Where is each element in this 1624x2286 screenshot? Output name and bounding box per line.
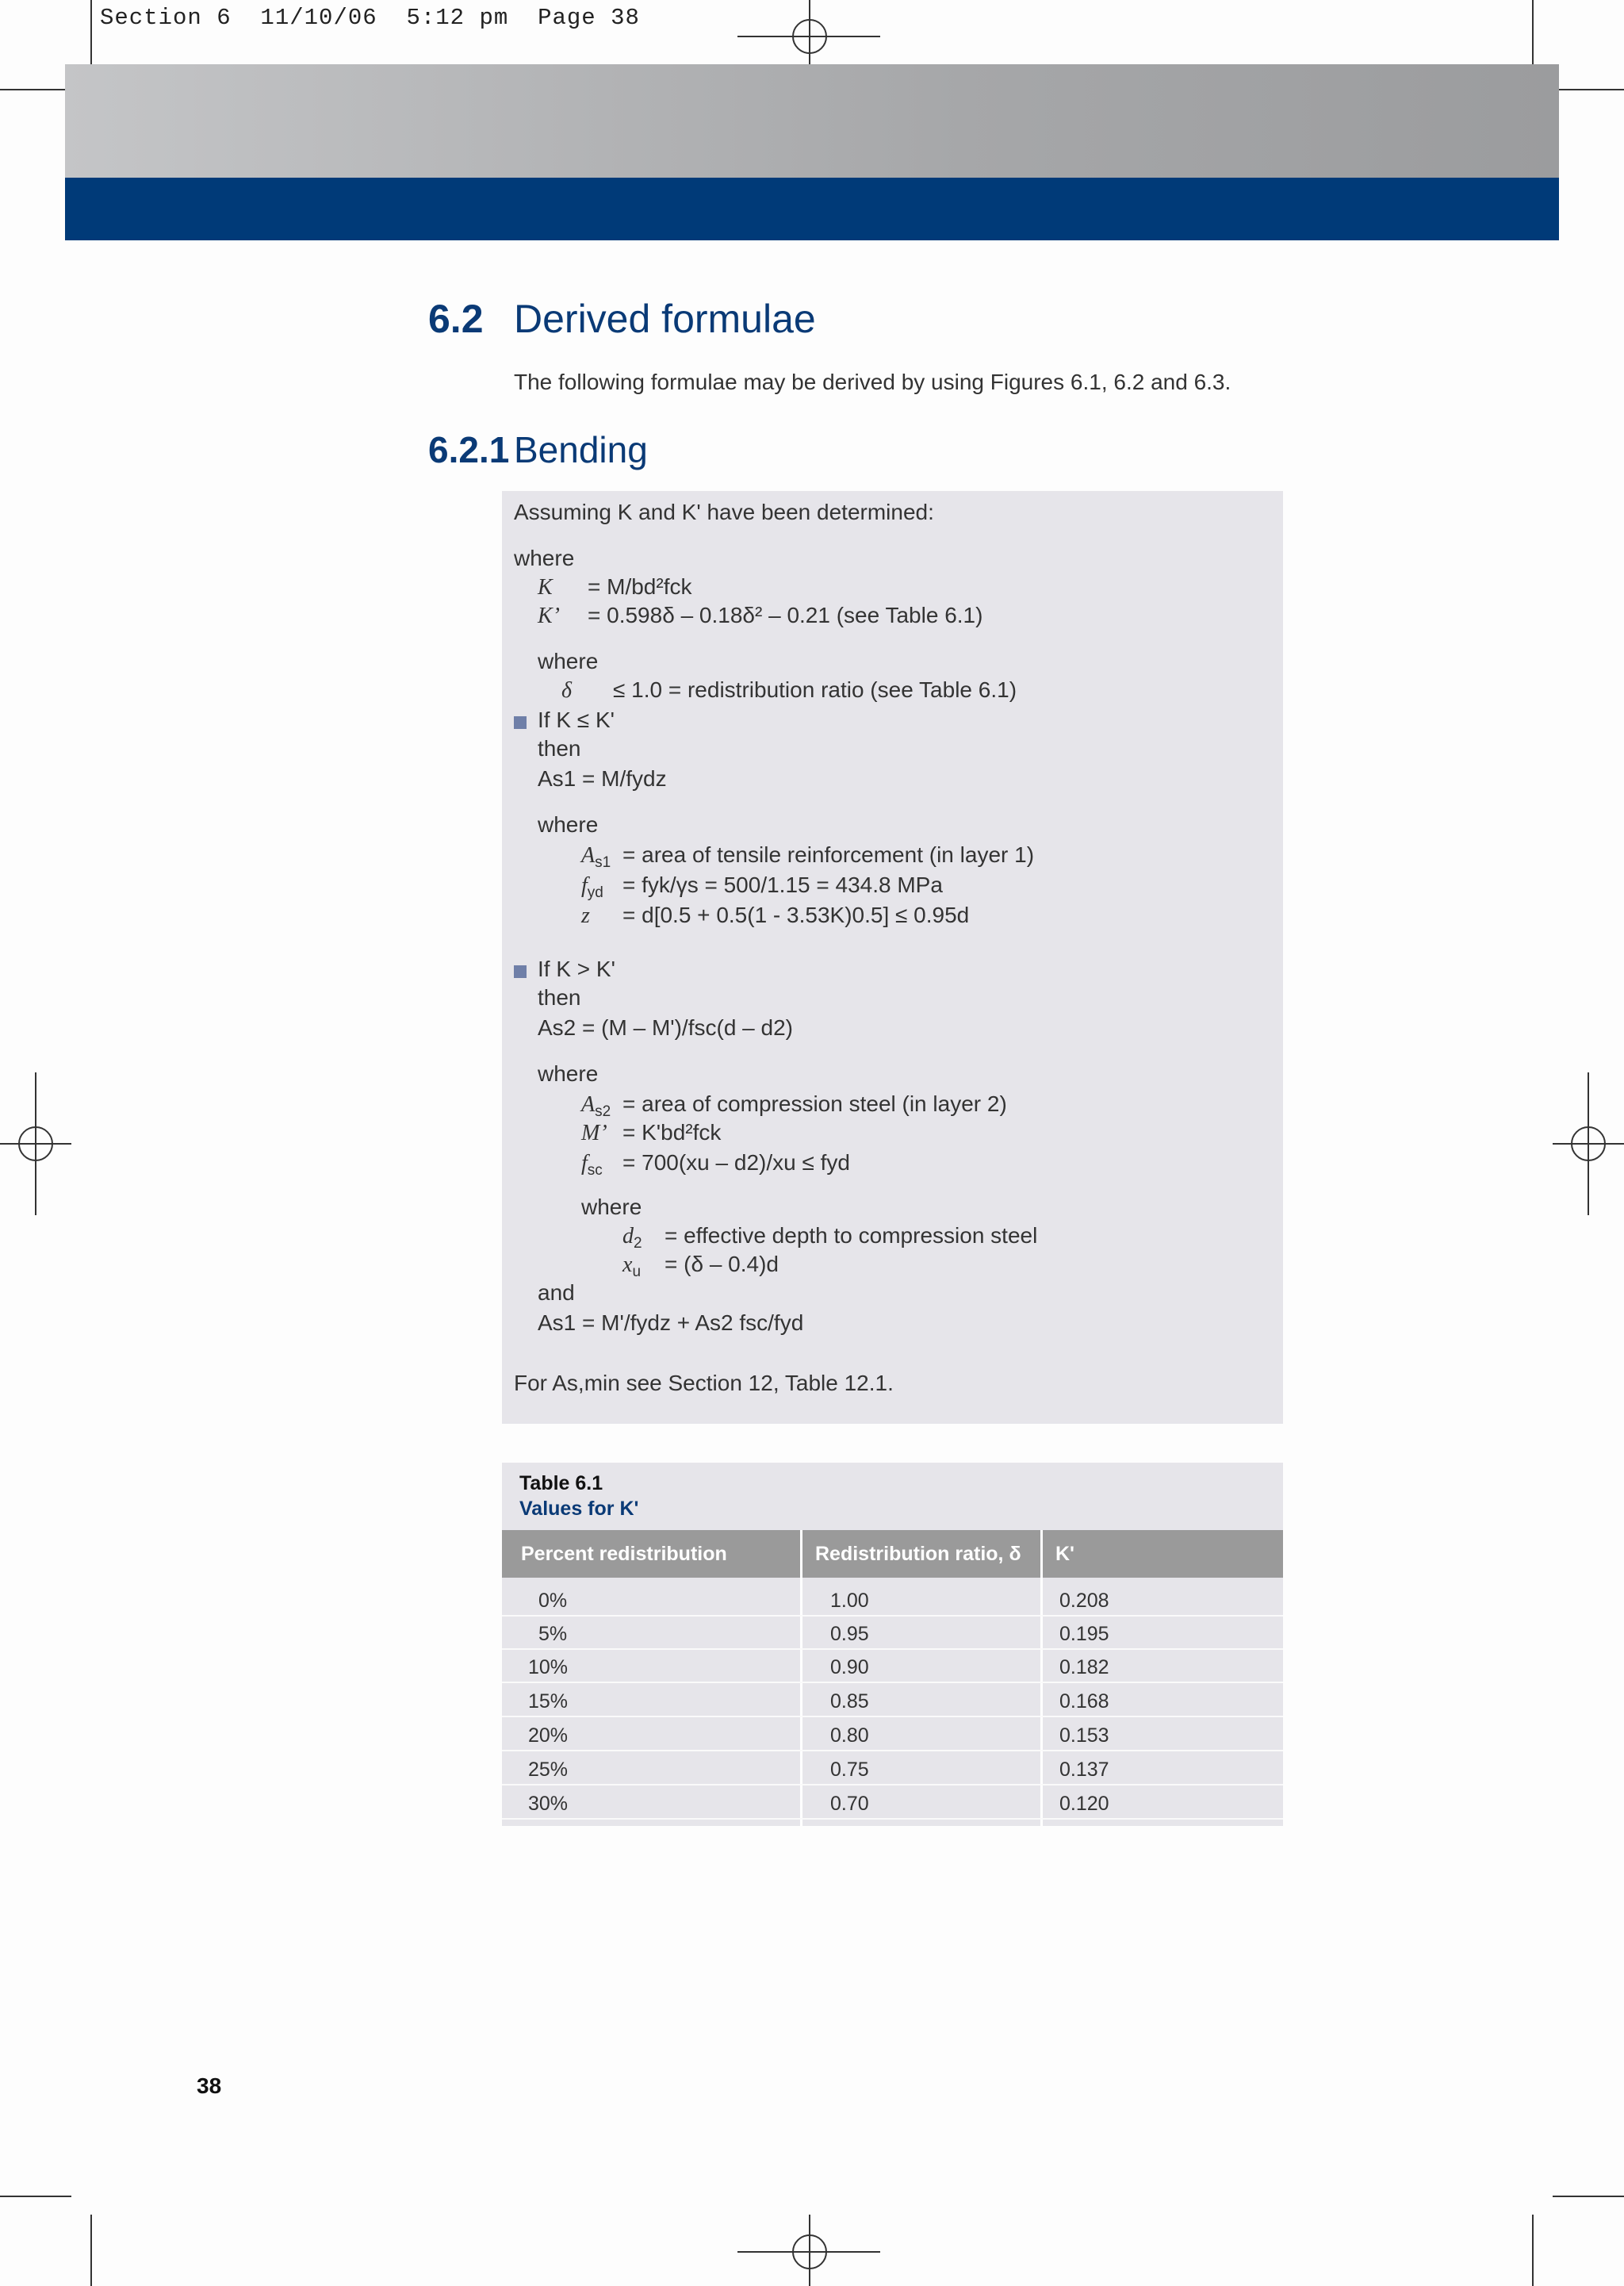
where-label: where [538, 649, 599, 673]
crop-mark [0, 89, 71, 90]
symbol-k-prime: K’ [538, 604, 560, 628]
crop-mark [90, 0, 92, 71]
fsc-definition: = 700(xu – d2)/xu ≤ fyd [622, 1150, 850, 1175]
case2-as1-formula: As1 = M'/fydz + As2 fsc/fyd [538, 1310, 804, 1335]
registration-mark-icon [792, 19, 827, 54]
table-cell: 0.153 [1059, 1724, 1109, 1747]
subsection-number: 6.2.1 [428, 429, 510, 470]
column-header: Percent redistribution [521, 1543, 727, 1565]
registration-mark-icon [1571, 1126, 1606, 1161]
header-banner-blue [65, 178, 1559, 240]
symbol-d2: $d_2$ [622, 1224, 642, 1252]
k-definition: = M/bd²fck [588, 574, 692, 599]
then-label: then [538, 985, 581, 1010]
symbol-xu: $x_u$ [622, 1252, 642, 1280]
table-cell: 0.137 [1059, 1759, 1109, 1781]
section-number: 6.2 [428, 297, 484, 341]
case2-condition: If K > K' [538, 957, 615, 981]
table-cell: 0.195 [1059, 1623, 1109, 1645]
delta-definition: ≤ 1.0 = redistribution ratio (see Table 6.1) [613, 677, 1017, 702]
table-row [502, 1788, 1283, 1820]
table-cell: 30% [528, 1793, 569, 1815]
where-label: where [538, 1061, 599, 1086]
d2-definition: = effective depth to compression steel [665, 1223, 1038, 1248]
table-cell: 0.95 [830, 1623, 869, 1645]
table-cell: 0.182 [1059, 1656, 1109, 1678]
symbol-as2: $A_{s2}$ [581, 1092, 611, 1120]
where-label: where [514, 546, 575, 570]
table-row [502, 1618, 1283, 1650]
crop-mark [1553, 2196, 1624, 2197]
as1-definition: = area of tensile reinforcement (in layer 1) [622, 842, 1035, 867]
case2-as2-formula: As2 = (M – M')/fsc(d – d2) [538, 1015, 793, 1040]
crop-mark [1553, 89, 1624, 90]
crop-mark [1532, 0, 1534, 71]
table-row [502, 1686, 1283, 1717]
table-cell: 1.00 [830, 1590, 869, 1612]
table-cell: 0.90 [830, 1656, 869, 1678]
table-cell: 0.75 [830, 1759, 869, 1781]
symbol-delta: δ [561, 678, 573, 703]
table-cell: 0.208 [1059, 1590, 1109, 1612]
crop-mark [90, 2215, 92, 2286]
column-header: K' [1055, 1543, 1074, 1565]
table-cell: 0.168 [1059, 1690, 1109, 1713]
subsection-title: Bending [514, 429, 648, 470]
table-title: Values for K' [519, 1498, 639, 1520]
where-label: where [581, 1195, 642, 1219]
section-title: Derived formulae [514, 297, 816, 341]
table-cell: 0.70 [830, 1793, 869, 1815]
registration-mark-icon [792, 2234, 827, 2269]
table-cell: 20% [528, 1724, 569, 1747]
symbol-k: K [538, 575, 553, 600]
section-heading [428, 296, 816, 342]
subsection-heading [428, 428, 648, 471]
xu-definition: = (δ – 0.4)d [665, 1252, 779, 1276]
case1-condition: If K ≤ K' [538, 708, 615, 732]
symbol-m-prime: M’ [581, 1121, 607, 1145]
table-cell: 0.85 [830, 1690, 869, 1713]
table-row [502, 1651, 1283, 1683]
registration-mark-icon [18, 1126, 53, 1161]
print-slug-line: Section 6 11/10/06 5:12 pm Page 38 [100, 5, 640, 31]
symbol-as1: $A_{s1}$ [581, 843, 611, 871]
z-definition: = d[0.5 + 0.5(1 - 3.53K)0.5] ≤ 0.95d [622, 903, 970, 927]
as2-definition: = area of compression steel (in layer 2) [622, 1091, 1007, 1116]
table-header-row [502, 1530, 1283, 1578]
table-row [502, 1720, 1283, 1751]
values-table [502, 1463, 1283, 1826]
bullet-square-icon [514, 716, 527, 729]
symbol-fyd: $f_{yd}$ [581, 873, 603, 901]
table-cell: 0% [538, 1590, 568, 1612]
crop-mark [1532, 2215, 1534, 2286]
bullet-square-icon [514, 965, 527, 978]
and-label: and [538, 1280, 575, 1305]
assuming-text: Assuming K and K' have been determined: [514, 500, 934, 524]
table-row [502, 1754, 1283, 1785]
table-caption: Table 6.1 [519, 1472, 603, 1494]
then-label: then [538, 736, 581, 761]
intro-paragraph: The following formulae may be derived by using Figures 6.1, 6.2 and 6.3. [514, 370, 1231, 394]
crop-mark [0, 2196, 71, 2197]
symbol-z: z [581, 903, 590, 928]
formula-box [502, 491, 1283, 1424]
table-cell: 0.120 [1059, 1793, 1109, 1815]
symbol-fsc: $f_{sc}$ [581, 1151, 603, 1179]
header-banner-grey [65, 64, 1559, 178]
table-cell: 10% [528, 1656, 569, 1678]
case1-as1-formula: As1 = M/fydz [538, 766, 667, 791]
where-label: where [538, 812, 599, 837]
k-prime-definition: = 0.598δ – 0.18δ² – 0.21 (see Table 6.1) [588, 603, 983, 627]
column-header: Redistribution ratio, δ [815, 1543, 1021, 1565]
table-cell: 5% [538, 1623, 568, 1645]
fyd-definition: = fyk/γs = 500/1.15 = 434.8 MPa [622, 873, 943, 897]
table-row [502, 1585, 1283, 1617]
table-cell: 25% [528, 1759, 569, 1781]
as-min-note: For As,min see Section 12, Table 12.1. [514, 1371, 894, 1395]
page-number: 38 [197, 2073, 222, 2098]
m-prime-definition: = K'bd²fck [622, 1120, 722, 1145]
table-cell: 0.80 [830, 1724, 869, 1747]
table-cell: 15% [528, 1690, 569, 1713]
